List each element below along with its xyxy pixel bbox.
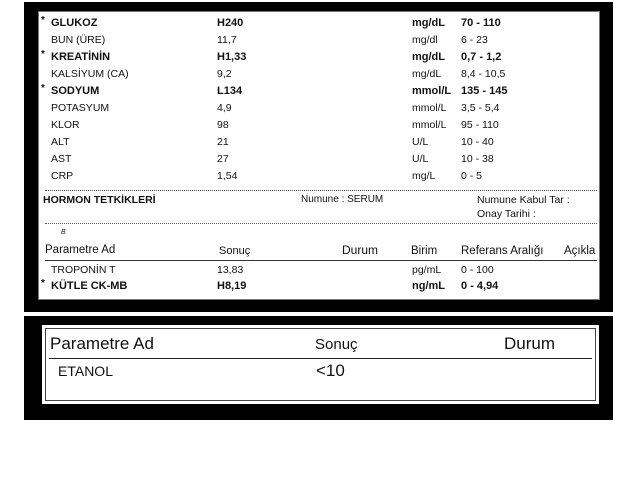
result-row [39, 134, 600, 150]
column-header-param: Parametre Ad [45, 244, 116, 256]
column-header-result: Sonuç [315, 336, 358, 353]
test-reference: 0 - 100 [461, 264, 494, 276]
test-result: H240 [217, 17, 244, 29]
test-name: ALT [51, 136, 70, 148]
test-unit: mg/dL [412, 17, 445, 29]
test-reference: 6 - 23 [461, 34, 488, 46]
result-row [39, 117, 600, 133]
test-reference: 95 - 110 [461, 119, 499, 131]
divider [49, 358, 592, 359]
test-reference: 70 - 110 [461, 17, 501, 29]
test-name: AST [51, 153, 72, 165]
test-unit: U/L [412, 136, 429, 148]
divider [45, 260, 597, 261]
approval-date-label: Onay Tarihi : [477, 208, 536, 220]
result-row [39, 100, 600, 116]
ethanol-name: ETANOL [58, 363, 113, 379]
test-name: CRP [51, 170, 74, 182]
test-result: 98 [217, 119, 229, 131]
test-reference: 0 - 4,94 [461, 280, 499, 292]
column-header-ref: Referans Aralığı [461, 245, 544, 257]
abnormal-marker: * [41, 49, 45, 60]
test-reference: 8,4 - 10,5 [461, 68, 506, 80]
test-reference: 10 - 40 [461, 136, 494, 148]
test-reference: 3,5 - 5,4 [461, 102, 500, 114]
test-result: 9,2 [217, 68, 232, 80]
test-unit: mmol/L [412, 119, 447, 131]
test-result: 13,83 [217, 264, 244, 276]
ethanol-panel-inner [45, 328, 596, 401]
divider [45, 223, 597, 224]
divider [45, 190, 597, 191]
abnormal-marker: * [41, 278, 45, 289]
test-result: H8,19 [217, 280, 247, 292]
column-header-unit: Birim [411, 245, 438, 257]
test-result: 27 [217, 153, 229, 165]
result-row [39, 66, 600, 82]
abnormal-marker: * [41, 15, 45, 26]
column-header-result: Sonuç [219, 245, 251, 257]
test-name: TROPONİN T [51, 264, 116, 276]
abnormal-marker: * [41, 83, 45, 94]
result-row [39, 262, 600, 278]
test-result: 11,7 [217, 34, 237, 46]
ethanol-result: <10 [316, 361, 345, 380]
test-reference: 0,7 - 1,2 [461, 51, 502, 63]
test-unit: ng/mL [412, 280, 445, 292]
sample-accept-date-label: Numune Kabul Tar : [477, 194, 570, 206]
test-name: KLOR [51, 119, 80, 131]
section-title-hormone: HORMON TETKİKLERİ [43, 194, 156, 206]
test-unit: mmol/L [412, 85, 452, 97]
test-result: 21 [217, 136, 229, 148]
column-header-status: Durum [342, 243, 379, 257]
result-row [39, 49, 600, 65]
test-name: GLUKOZ [51, 17, 98, 29]
test-unit: mg/dl [412, 34, 438, 46]
test-name: KÜTLE CK-MB [51, 280, 128, 292]
test-unit: pg/mL [412, 264, 442, 276]
test-name: SODYUM [51, 85, 100, 97]
b-mark: B [61, 229, 66, 236]
test-unit: mmol/L [412, 102, 447, 114]
test-unit: mg/L [412, 170, 436, 182]
test-result: H1,33 [217, 51, 247, 63]
test-unit: U/L [412, 153, 429, 165]
ethanol-panel [40, 323, 601, 406]
column-header-param: Parametre Ad [50, 334, 154, 353]
test-result: 4,9 [217, 102, 232, 114]
test-result: L134 [217, 85, 243, 97]
test-name: KREATİNİN [51, 51, 111, 63]
test-name: POTASYUM [51, 102, 110, 114]
result-row [39, 15, 600, 31]
column-header-status: Durum [504, 334, 556, 353]
test-reference: 0 - 5 [461, 170, 483, 182]
result-row [39, 151, 600, 167]
test-result: 1,54 [217, 170, 238, 182]
result-row [39, 83, 600, 99]
result-row [39, 168, 600, 184]
lab-report-panel [38, 11, 600, 300]
test-reference: 135 - 145 [461, 85, 508, 97]
result-row [39, 278, 600, 294]
test-unit: mg/dL [412, 68, 442, 80]
sample-type: Numune : SERUM [301, 194, 384, 205]
result-row [39, 32, 600, 48]
test-unit: mg/dL [412, 51, 445, 63]
test-name: BUN (ÜRE) [51, 34, 106, 46]
test-name: KALSİYUM (CA) [51, 68, 129, 80]
test-reference: 10 - 38 [461, 153, 494, 165]
column-header-note: Açıkla [564, 245, 596, 257]
